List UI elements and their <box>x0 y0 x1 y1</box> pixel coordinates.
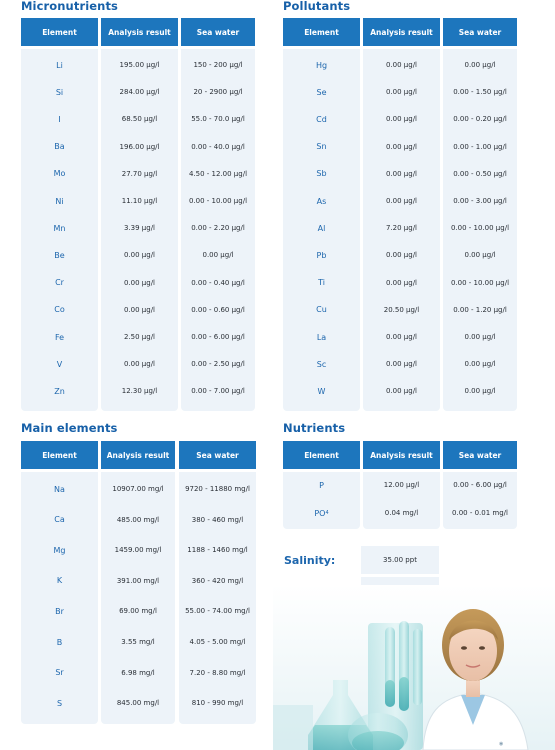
cell-sea-water: 360 - 420 mg/l <box>191 576 244 585</box>
table-row <box>21 513 256 527</box>
cell-analysis-result: 0.00 µg/l <box>123 278 155 287</box>
cell-sea-water: 0.00 - 2.20 µg/l <box>191 224 245 233</box>
table-row <box>283 85 517 99</box>
table-row <box>21 112 255 126</box>
cell-element: Ti <box>318 278 325 288</box>
table-row <box>283 330 517 344</box>
cell-element: Li <box>56 60 63 70</box>
cell-analysis-result: 0.00 µg/l <box>385 61 417 69</box>
table-row <box>283 140 517 154</box>
cell-element: Sb <box>316 169 327 179</box>
cell-sea-water: 7.20 - 8.80 mg/l <box>189 668 246 677</box>
cell-element: Al <box>317 223 326 233</box>
table-row <box>21 167 255 181</box>
table-row <box>283 112 517 126</box>
pollutants-table <box>283 18 517 411</box>
cell-element: Cr <box>55 278 64 288</box>
cell-sea-water: 0.00 - 40.0 µg/l <box>191 142 245 151</box>
cell-sea-water: 0.00 - 0.20 µg/l <box>453 115 507 124</box>
cell-element: Mg <box>53 545 66 555</box>
cell-sea-water: 150 - 200 µg/l <box>193 61 243 69</box>
table-row <box>21 357 255 371</box>
cell-analysis-result: 3.55 mg/l <box>121 638 155 646</box>
cell-sea-water: 20 - 2900 µg/l <box>193 88 243 97</box>
cell-analysis-result: 11.10 µg/l <box>121 197 158 205</box>
cell-sea-water: 4.50 - 12.00 µg/l <box>188 169 248 178</box>
cell-analysis-result: 196.00 µg/l <box>119 142 160 151</box>
cell-element: Pb <box>316 250 327 260</box>
cell-analysis-result: 0.00 µg/l <box>385 142 417 151</box>
table-row <box>21 330 255 344</box>
salinity-label: Salinity: <box>284 554 336 567</box>
cell-element: P <box>319 480 324 490</box>
cell-sea-water: 0.00 - 2.50 µg/l <box>191 360 245 369</box>
cell-sea-water: 0.00 - 10.00 µg/l <box>450 224 510 233</box>
table-row <box>283 384 517 398</box>
cell-analysis-result: 7.20 µg/l <box>385 224 417 233</box>
cell-element: Mo <box>53 169 66 179</box>
cell-analysis-result: 3.39 µg/l <box>123 224 155 233</box>
column-background-sea-water <box>179 472 256 724</box>
cell-analysis-result: 12.30 µg/l <box>121 387 158 396</box>
cell-element: W <box>317 386 326 396</box>
cell-sea-water: 0.00 - 1.20 µg/l <box>453 305 507 314</box>
cell-element: Cu <box>316 305 327 315</box>
cell-analysis-result: 195.00 µg/l <box>119 61 160 69</box>
cell-analysis-result: 68.50 µg/l <box>121 115 158 124</box>
header-analysis-result: Analysis result <box>363 18 440 46</box>
table-row <box>21 303 255 317</box>
table-row <box>21 543 256 557</box>
header-analysis-result: Analysis result <box>101 441 175 469</box>
cell-sea-water: 0.00 - 1.50 µg/l <box>453 88 507 97</box>
cell-analysis-result: 1459.00 mg/l <box>114 546 162 555</box>
cell-sea-water: 55.00 - 74.00 mg/l <box>185 607 250 616</box>
cell-analysis-result: 0.00 µg/l <box>385 333 417 341</box>
header-analysis-result: Analysis result <box>101 18 178 46</box>
cell-element: Se <box>316 87 327 97</box>
table-row <box>21 696 256 710</box>
cell-sea-water: 0.00 - 0.50 µg/l <box>453 169 507 178</box>
cell-analysis-result: 20.50 µg/l <box>383 305 420 314</box>
cell-element: Ca <box>54 515 65 525</box>
cell-element: PO 4 <box>314 508 329 518</box>
table-row <box>21 194 255 208</box>
header-element: Element <box>283 441 360 469</box>
cell-sea-water: 0.00 - 0.60 µg/l <box>191 305 245 314</box>
table-row <box>21 276 255 290</box>
cell-sea-water: 55.0 - 70.0 µg/l <box>191 115 245 124</box>
cell-element: Sn <box>316 142 327 152</box>
cell-analysis-result: 0.00 µg/l <box>385 169 417 178</box>
cell-analysis-result: 12.00 µg/l <box>383 481 420 489</box>
cell-element: Na <box>54 484 65 494</box>
nutrients-title: Nutrients <box>283 421 346 435</box>
main-elements-title: Main elements <box>21 421 118 435</box>
nutrients-table <box>283 441 517 529</box>
table-row <box>21 574 256 588</box>
micronutrients-table <box>21 18 255 411</box>
cell-analysis-result: 69.00 mg/l <box>119 607 157 616</box>
cell-analysis-result: 0.00 µg/l <box>123 360 155 369</box>
cell-analysis-result: 0.00 µg/l <box>385 360 417 369</box>
cell-analysis-result: 27.70 µg/l <box>121 169 158 178</box>
table-row <box>283 167 517 181</box>
cell-sea-water: 0.00 - 0.01 mg/l <box>452 509 508 517</box>
table-row <box>21 140 255 154</box>
cell-sea-water: 0.00 µg/l <box>464 360 496 369</box>
main-elements-table <box>21 441 256 724</box>
cell-sea-water: 0.00 - 10.00 µg/l <box>188 197 248 205</box>
cell-sea-water: 0.00 µg/l <box>464 387 496 396</box>
cell-sea-water: 0.00 µg/l <box>464 333 496 341</box>
cell-sea-water: 0.00 µg/l <box>464 61 496 69</box>
cell-element: Ni <box>55 196 64 206</box>
header-sea-water: Sea water <box>181 18 255 46</box>
cell-element: S <box>56 698 63 708</box>
table-row <box>283 58 517 72</box>
table-row <box>21 58 255 72</box>
cell-analysis-result: 845.00 mg/l <box>116 699 160 708</box>
cell-sea-water: 0.00 - 6.00 µg/l <box>191 333 245 341</box>
column-background-analysis-result <box>101 472 175 724</box>
pollutants-title: Pollutants <box>283 0 351 13</box>
table-row <box>21 248 255 262</box>
cell-analysis-result: 0.00 µg/l <box>385 278 417 287</box>
table-row <box>21 635 256 649</box>
cell-sea-water: 0.00 - 0.40 µg/l <box>191 278 245 287</box>
cell-element: Co <box>54 305 65 315</box>
cell-sea-water: 380 - 460 mg/l <box>191 515 244 524</box>
header-sea-water: Sea water <box>179 441 256 469</box>
cell-element: Br <box>55 606 64 616</box>
cell-sea-water: 810 - 990 mg/l <box>191 699 244 708</box>
cell-element: Si <box>55 87 64 97</box>
cell-element: Sc <box>316 359 327 369</box>
table-row <box>283 357 517 371</box>
cell-element: B <box>56 637 63 647</box>
cell-analysis-result: 0.00 µg/l <box>385 115 417 124</box>
cell-element: Zn <box>54 386 65 396</box>
cell-sea-water: 1188 - 1460 mg/l <box>187 546 248 555</box>
table-row <box>283 276 517 290</box>
cell-element: Cd <box>316 114 327 124</box>
cell-sea-water: 0.00 µg/l <box>464 251 496 260</box>
cell-analysis-result: 391.00 mg/l <box>116 576 160 585</box>
table-row <box>283 478 517 492</box>
table-row <box>21 384 255 398</box>
cell-sea-water: 0.00 - 3.00 µg/l <box>453 197 507 205</box>
header-element: Element <box>283 18 360 46</box>
table-row <box>21 85 255 99</box>
header-sea-water: Sea water <box>443 18 517 46</box>
cell-analysis-result: 0.04 mg/l <box>384 509 419 517</box>
table-row <box>21 482 256 496</box>
micronutrients-title: Micronutrients <box>21 0 118 13</box>
salinity-value: 35.00 ppt <box>361 546 439 574</box>
table-row <box>21 221 255 235</box>
cell-analysis-result: 10907.00 mg/l <box>112 485 164 493</box>
table-row <box>283 194 517 208</box>
cell-analysis-result: 0.00 µg/l <box>385 88 417 97</box>
table-row <box>21 666 256 680</box>
cell-analysis-result: 2.50 µg/l <box>123 333 155 341</box>
cell-analysis-result: 0.00 µg/l <box>385 387 417 396</box>
cell-element: La <box>316 332 327 342</box>
header-analysis-result: Analysis result <box>363 441 440 469</box>
header-element: Element <box>21 441 98 469</box>
table-row <box>283 221 517 235</box>
cell-element: Sr <box>55 668 64 678</box>
cell-element: As <box>316 196 327 206</box>
cell-analysis-result: 6.98 mg/l <box>121 668 155 677</box>
table-row <box>283 506 517 520</box>
cell-analysis-result: 284.00 µg/l <box>119 88 160 97</box>
cell-sea-water: 0.00 µg/l <box>202 251 234 260</box>
table-row <box>21 604 256 618</box>
cell-element: V <box>56 359 63 369</box>
cell-sea-water: 0.00 - 6.00 µg/l <box>453 481 507 489</box>
lab-illustration <box>273 585 555 750</box>
header-sea-water: Sea water <box>443 441 517 469</box>
cell-element: Be <box>54 250 65 260</box>
cell-element: I <box>58 114 61 124</box>
lab-scene-image <box>273 585 555 750</box>
cell-analysis-result: 0.00 µg/l <box>385 251 417 260</box>
column-background-element <box>21 472 98 724</box>
cell-element: Ba <box>54 142 65 152</box>
table-row <box>283 303 517 317</box>
cell-sea-water: 9720 - 11880 mg/l <box>185 485 250 493</box>
cell-element: Fe <box>54 332 65 342</box>
cell-analysis-result: 485.00 mg/l <box>116 515 160 524</box>
cell-element: K <box>56 576 63 586</box>
cell-analysis-result: 0.00 µg/l <box>385 197 417 205</box>
cell-sea-water: 4.05 - 5.00 mg/l <box>189 638 246 646</box>
cell-analysis-result: 0.00 µg/l <box>123 251 155 260</box>
cell-analysis-result: 0.00 µg/l <box>123 305 155 314</box>
coat-logo: ◉ <box>499 741 504 747</box>
cell-element: Hg <box>315 60 328 70</box>
header-element: Element <box>21 18 98 46</box>
cell-element: Mn <box>53 223 66 233</box>
cell-sea-water: 0.00 - 1.00 µg/l <box>453 142 507 151</box>
cell-sea-water: 0.00 - 7.00 µg/l <box>191 387 245 396</box>
table-row <box>283 248 517 262</box>
cell-sea-water: 0.00 - 10.00 µg/l <box>450 278 510 287</box>
